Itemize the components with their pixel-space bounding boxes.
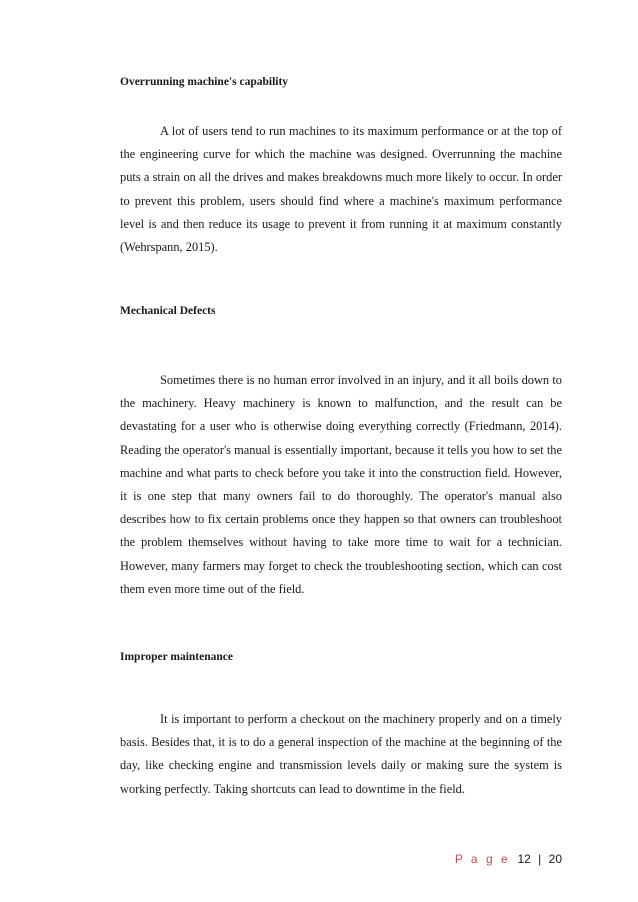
section-body-overrunning: A lot of users tend to run machines to its maximum performance or at the top of the engineering curve for which the machine was designed. Overrunning the machine puts a strain on all the drives and makes breakdowns much more likely to occur. In order to prevent this problem, users should find where a machine's maximum performance level is and then reduce its usage to prevent it from running it at maximum constantly (Wehrspann, 2015).	[120, 124, 562, 255]
section-heading-mechanical-defects: Mechanical Defects	[120, 305, 216, 317]
section-heading-improper-maintenance: Improper maintenance	[120, 651, 233, 663]
page-separator: |	[538, 852, 542, 866]
section-body-mechanical-defects: Sometimes there is no human error involved in an injury, and it all boils down to the machinery. Heavy machinery is known to malfunction, and the result can be devastating for a user who is otherwise doing everything correctly (Friedmann, 2014). Reading the operator's manual is essentially important, because it tells you how to set the machine and what parts to check before you take it into the construction field. However, it is one step that many owners fail to do thoroughly. The operator's manual also describes how to fix certain problems once they happen so that owners can troubleshoot the problem themselves without having to take more time to wait for a technician. However, many farmers may forget to check the troubleshooting section, which can cost them even more time out of the field.	[120, 373, 562, 596]
section-body-improper-maintenance: It is important to perform a checkout on the machinery properly and on a timely basis. Besides that, it is to do a general inspection of the machine at the beginning of the day, like checking engine and transmission levels daily or making sure the system is working perfectly. Taking shortcuts can lead to downtime in the field.	[120, 712, 562, 796]
page-footer	[420, 852, 562, 866]
current-page-number: 12	[517, 852, 531, 866]
page-label: P a g e	[454, 852, 511, 866]
section-heading-overrunning: Overrunning machine's capability	[120, 76, 289, 88]
total-pages-number: 20	[548, 852, 562, 866]
